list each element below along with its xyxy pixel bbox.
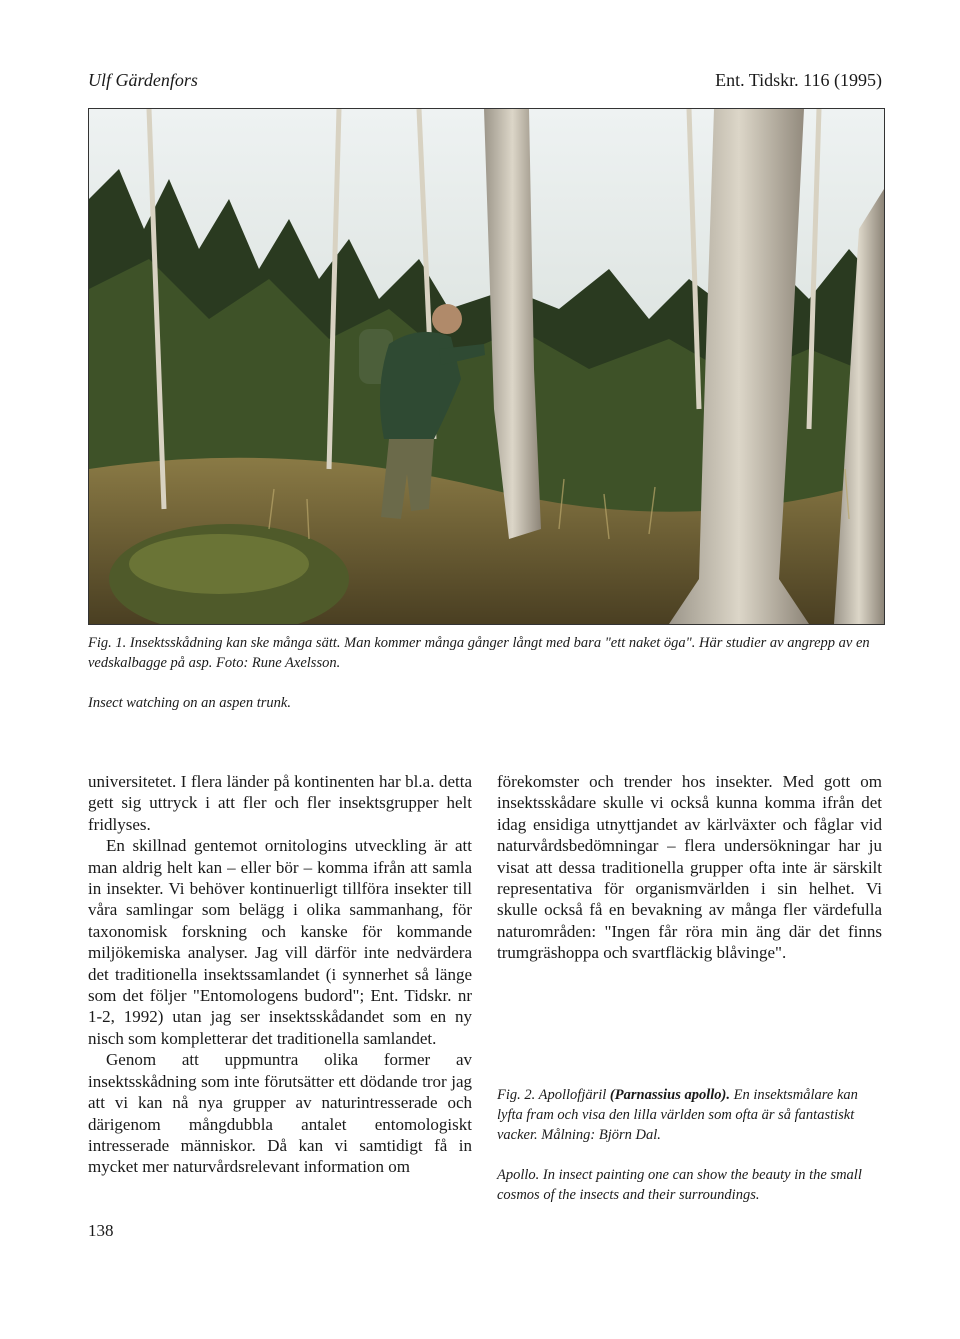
figure-1-caption-swedish: Fig. 1. Insektsskådning kan ske många sätt. Man kommer många gånger långt med bara "ett naket öga". Här studier av angrepp av en vedskalbagge på asp. Foto: Rune Axelsson.: [88, 635, 870, 671]
figure-2-caption-english: Apollo. In insect painting one can show the beauty in the small cosmos of the insects and their surroundings.: [497, 1167, 862, 1203]
paragraph: förekomster och trender hos insekter. Med gott om insektsskådare skulle vi också kunna komma ifrån det idag ensidiga utnyttjandet av kärlväxter och fåglar vid naturvårdsbedömningar – flera undersökningar har ju visat att dessa traditionella grupper ofta inte är särskilt representativa för organismvärlden i sin helhet. Vi skulle också få en bevakning av många fler värdefulla naturområden: "Ingen får röra min äng där det finns trumgräshoppa och svartfläckig blåvinge".: [497, 772, 882, 963]
running-header-author: Ulf Gärdenfors: [88, 70, 198, 90]
figure-1-caption-english: Insect watching on an aspen trunk.: [88, 695, 291, 711]
figure-1-photo: [88, 108, 885, 625]
running-header-journal: Ent. Tidskr. 116 (1995): [715, 70, 882, 90]
caption-text: En insektsmålare kan lyfta fram och visa den lilla världen som ofta är så fantastiskt vacker. Målning: Björn Dal.: [497, 1087, 858, 1143]
body-column-left: [88, 771, 472, 1178]
caption-text: Fig. 2. Apollofjäril: [497, 1087, 610, 1103]
paragraph: En skillnad gentemot ornitologins utveckling är att man aldrig helt kan – eller bör – komma ifrån att samla in insekter. Vi behöver kontinuerligt tillföra insekter till våra samlingar som belägg i olika sammanhang, för taxonomisk forskning och kanske för kommande miljökemiska analyser. Jag vill därför inte nedvärdera det traditionella insektssamlandet (i synnerhet så länge som det följer "Entomologens budord"; Ent. Tidskr. nr 1-2, 1992) utan jag ser insektsskådandet som en ny nisch som kompletterar det traditionella samlandet.: [88, 836, 472, 1048]
paragraph: Genom att uppmuntra olika former av insektsskådning som inte förutsätter ett dödande tror jag att vi kan nå nya grupper av naturintresserade och därigenom mångdubbla antalet entomologiskt intresserade människor. Då kan vi samtidigt få in mycket mer naturvårdsrelevant information om: [88, 1050, 472, 1177]
paragraph: universitetet. I flera länder på kontinenten har bl.a. detta gett sig uttryck i att fler och fler insektsgrupper helt fridlyses.: [88, 772, 472, 834]
forest-photo-illustration: [89, 109, 884, 624]
page-number: 138: [88, 1221, 114, 1240]
species-name: (Parnassius apollo).: [609, 1087, 730, 1103]
figure-2-caption-swedish: [497, 1085, 882, 1145]
body-column-right: [497, 771, 882, 964]
